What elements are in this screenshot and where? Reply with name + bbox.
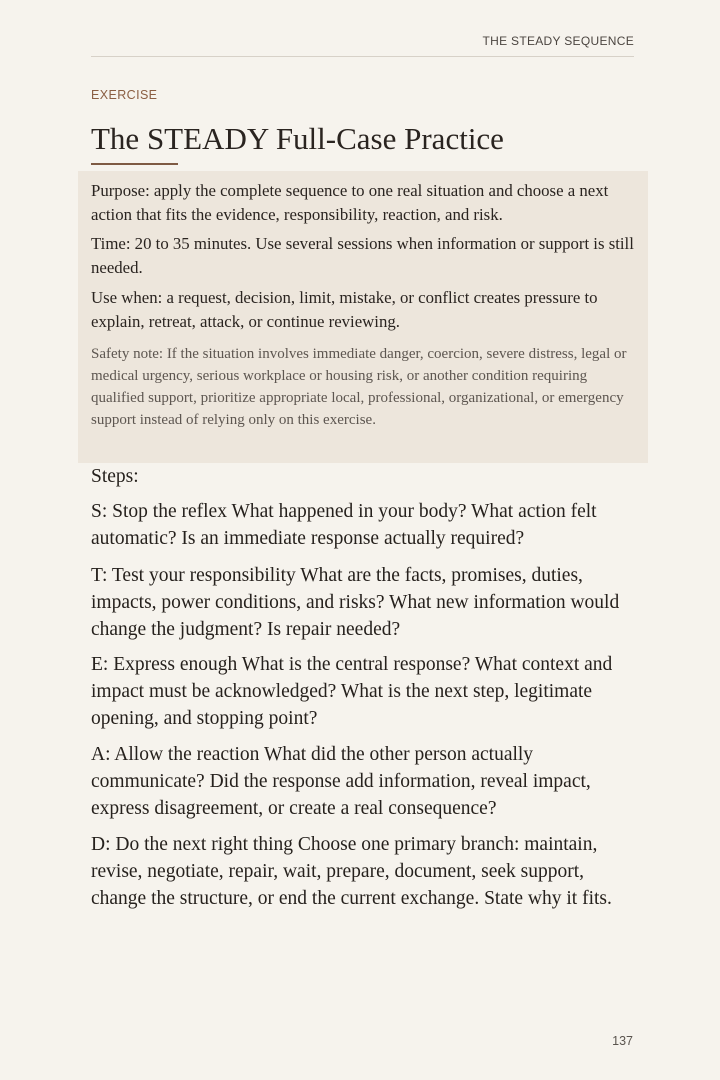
page-title: The STEADY Full-Case Practice [91,121,504,156]
safety-note: Safety note: If the situation involves immediate danger, coercion, severe distress, legal or medical urgency, serious workplace or housing risk, or another condition requiring qualified support, prioritize appropriate local, professional, organizational, or emergency support instead of relying only on this exercise. [91,346,627,428]
page-number: 137 [612,1034,633,1048]
steps-heading: Steps: [91,466,139,487]
running-title: THE STEADY SEQUENCE [482,34,634,48]
overview-box [78,171,648,463]
running-header [91,34,634,57]
purpose-text: Purpose: apply the complete sequence to one real situation and choose a next action that fits the evidence, responsibility, reaction, and risk. [91,181,609,224]
step-d: D: Do the next right thing Choose one primary branch: maintain, revise, negotiate, repair, wait, prepare, document, seek support, change the structure, or end the current exchange. State why it fits. [91,834,612,909]
title-underline [91,163,178,165]
step-a: A: Allow the reaction What did the other person actually communicate? Did the response add information, reveal impact, express disagreement, or create a real consequence? [91,744,591,819]
section-label: EXERCISE [91,88,158,102]
step-e: E: Express enough What is the central response? What context and impact must be acknowledged? What is the next step, legitimate opening, and stopping point? [91,654,613,729]
step-s: S: Stop the reflex What happened in your body? What action felt automatic? Is an immediate response actually required? [91,501,597,549]
time-text: Time: 20 to 35 minutes. Use several sessions when information or support is still needed. [91,234,634,277]
step-t: T: Test your responsibility What are the facts, promises, duties, impacts, power conditions, and risks? What new information would change the judgment? Is repair needed? [91,565,620,640]
use-when-text: Use when: a request, decision, limit, mistake, or conflict creates pressure to explain, retreat, attack, or continue reviewing. [91,288,598,331]
